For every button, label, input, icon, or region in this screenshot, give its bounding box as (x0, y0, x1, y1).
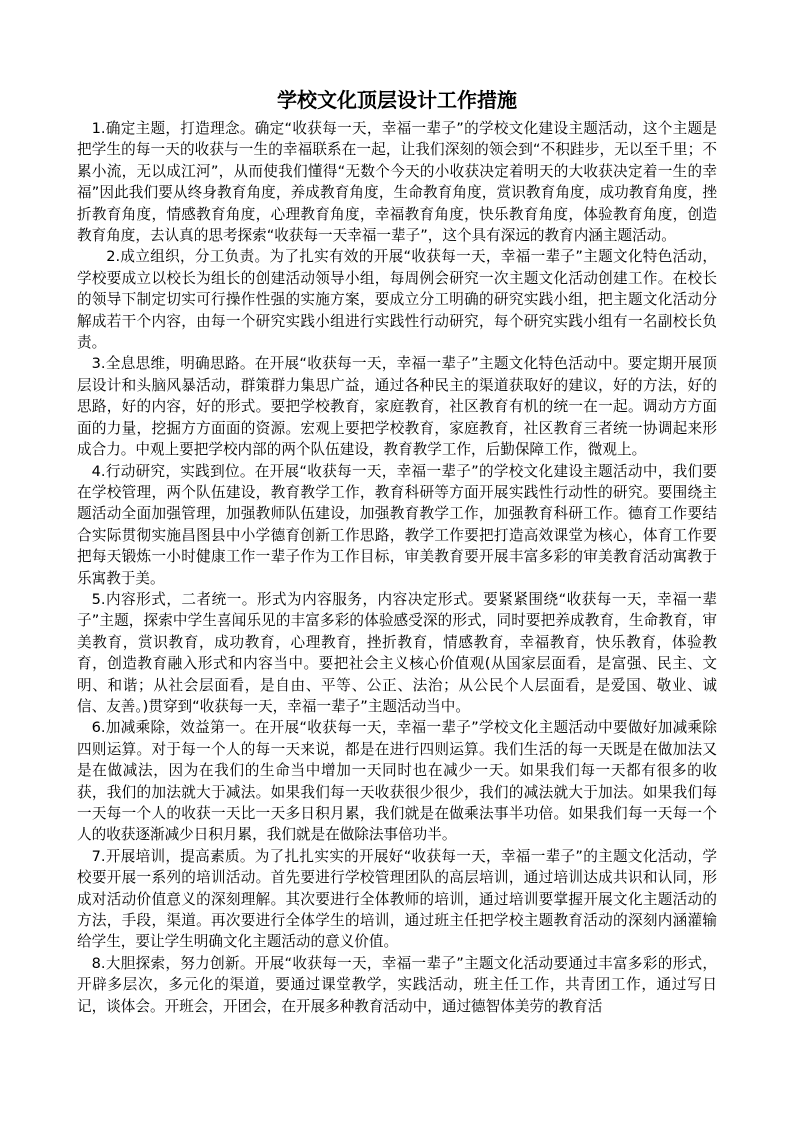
paragraph-6: 6.加减乘除，效益第一。在开展“收获每一天，幸福一辈子”学校文化主题活动中要做好加减乘除四则运算。对于每一个人的每一天来说，都是在进行四则运算。我们生活的每一天既是在做加法又是在做减法，因为在我们的生命当中增加一天同时也在减少一天。如果我们每一天都有很多的收获，我们的加法就大于减法。如果我们每一天收获很少很少，我们的减法就大于加法。如果我们每一天每一个人的收获一天比一天多日积月累，我们就是在做乘法事半功倍。如果我们每一天每一个人的收获逐渐减少日积月累，我们就是在做除法事倍功半。 (77, 719, 717, 844)
page-title: 学校文化顶层设计工作措施 (277, 88, 517, 112)
paragraph-8: 8.大胆探索，努力创新。开展“收获每一天，幸福一辈子”主题文化活动要通过丰富多彩的形式，开辟多层次，多元化的渠道，要通过课堂教学，实践活动，班主任工作，共青团工作，通过写日记，谈体会。开班会，开团会，在开展多种教育活动中，通过德智体美劳的教育活 (77, 954, 717, 1015)
paragraph-1: 1.确定主题，打造理念。确定“收获每一天，幸福一辈子”的学校文化建设主题活动，这个主题是把学生的每一天的收获与一生的幸福联系在一起，让我们深刻的领会到“不积跬步，无以至千里；不累小流，无以成江河”，从而使我们懂得“无数个今天的小收获决定着明天的大收获决定着一生的幸福”因此我们要从终身教育角度，养成教育角度，生命教育角度，赏识教育角度，成功教育角度，挫折教育角度，情感教育角度，心理教育角度，幸福教育角度，快乐教育角度，体验教育角度，创造教育角度，去认真的思考探索“收获每一天幸福一辈子”，这个具有深远的教育内涵主题活动。 (77, 120, 717, 245)
paragraph-2: 2.成立组织，分工负责。为了扎实有效的开展“收获每一天，幸福一辈子”主题文化特色活动，学校要成立以校长为组长的创建活动领导小组，每周例会研究一次主题文化活动创建工作。在校长的领导下制定切实可行操作性强的实施方案，要成立分工明确的研究实践小组，把主题文化活动分解成若干个内容，由每一个研究实践小组进行实践性行动研究，每个研究实践小组有一名副校长负责。 (77, 248, 717, 352)
paragraph-3: 3.全息思维，明确思路。在开展“收获每一天，幸福一辈子”主题文化特色活动中。要定期开展顶层设计和头脑风暴活动，群策群力集思广益，通过各种民主的渠道获取好的建议，好的方法，好的思路，好的内容，好的形式。要把学校教育，家庭教育，社区教育有机的统一在一起。调动方方面面的力量，挖掘方方面面的资源。宏观上要把学校教育，家庭教育，社区教育三者统一协调起来形成合力。中观上要把学校内部的两个队伍建设，教育教学工作，后勤保障工作，微观上。 (77, 355, 717, 459)
paragraph-5: 5.内容形式，二者统一。形式为内容服务，内容决定形式。要紧紧围绕“收获每一天，幸福一辈子”主题，探索中学生喜闻乐见的丰富多彩的体验感受深的形式，同时要把养成教育，生命教育，审美教育，赏识教育，成功教育，心理教育，挫折教育，情感教育，幸福教育，快乐教育，体验教育，创造教育融入形式和内容当中。要把社会主义核心价值观(从国家层面看，是富强、民主、文明、和谐；从社会层面看，是自由、平等、公正、法治；从公民个人层面看，是爱国、敬业、诚信、友善。)贯穿到“收获每一天，幸福一辈子”主题活动当中。 (77, 590, 717, 715)
document-body (77, 118, 717, 1017)
paragraph-4: 4.行动研究，实践到位。在开展“收获每一天，幸福一辈子”的学校文化建设主题活动中，我们要在学校管理，两个队伍建设，教育教学工作，教育科研等方面开展实践性行动性的研究。要围绕主题活动全面加强管理，加强教师队伍建设，加强教育教学工作，加强教育科研工作。德育工作要结合实际贯彻实施昌图县中小学德育创新工作思路，教学工作要把打造高效课堂为核心，体育工作要把每天锻炼一小时健康工作一辈子作为工作目标，审美教育要开展丰富多彩的审美教育活动寓教于乐寓教于美。 (77, 462, 717, 587)
paragraph-7: 7.开展培训，提高素质。为了扎扎实实的开展好“收获每一天，幸福一辈子”的主题文化活动，学校要开展一系列的培训活动。首先要进行学校管理团队的高层培训，通过培训达成共识和认同，形成对活动价值意义的深刻理解。其次要进行全体教师的培训，通过培训要掌握开展文化主题活动的方法，手段，渠道。再次要进行全体学生的培训，通过班主任把学校主题教育活动的深刻内涵灌输给学生，要让学生明确文化主题活动的意义价值。 (77, 847, 717, 951)
